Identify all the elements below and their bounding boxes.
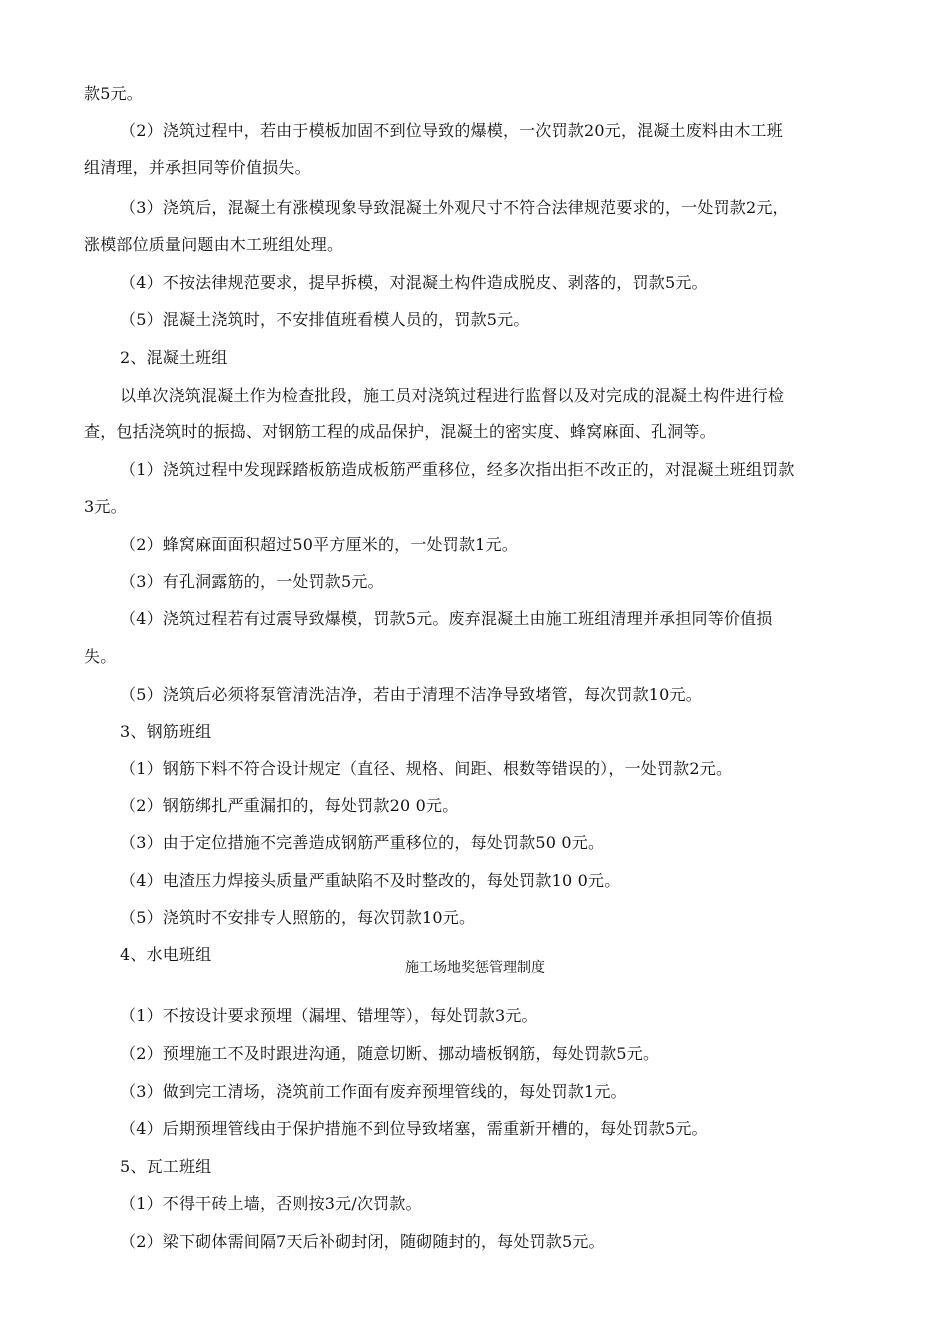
text-line: 查，包括浇筑时的振捣、对钢筋工程的成品保护，混凝土的密实度、蜂窝麻面、孔洞等。 <box>84 422 716 441</box>
text-line: 组清理，并承担同等价值损失。 <box>84 158 311 177</box>
section-heading: 3、钢筋班组 <box>120 722 212 741</box>
text-line: （3）由于定位措施不完善造成钢筋严重移位的，每处罚款50 0元。 <box>120 833 605 852</box>
text-line: 以单次浇筑混凝土作为检查批段，施工员对浇筑过程进行监督以及对完成的混凝土构件进行检 <box>120 386 785 405</box>
text-line: （3）浇筑后，混凝土有涨模现象导致混凝土外观尺寸不符合法律规范要求的，一处罚款2元， <box>120 198 789 217</box>
text-line: （1）不按设计要求预埋（漏埋、错埋等），每处罚款3元。 <box>120 1006 538 1025</box>
text-line: （2）蜂窝麻面面积超过50平方厘米的，一处罚款1元。 <box>120 535 518 554</box>
text-line: （4）不按法律规范要求，提早拆模，对混凝土构件造成脱皮、剥落的，罚款5元。 <box>120 273 708 292</box>
text-line: （1）不得干砖上墙，否则按3元/次罚款。 <box>120 1194 422 1213</box>
text-line: （4）后期预埋管线由于保护措施不到位导致堵塞，需重新开槽的，每处罚款5元。 <box>120 1119 708 1138</box>
text-line: 款5元。 <box>84 84 143 103</box>
section-heading: 2、混凝土班组 <box>120 348 228 367</box>
text-line: （2）钢筋绑扎严重漏扣的，每处罚款20 0元。 <box>120 796 459 815</box>
text-line: （2）预埋施工不及时跟进沟通，随意切断、挪动墙板钢筋，每处罚款5元。 <box>120 1044 660 1063</box>
text-line: （4）电渣压力焊接头质量严重缺陷不及时整改的，每处罚款10 0元。 <box>120 871 621 890</box>
text-line: （1）浇筑过程中发现踩踏板筋造成板筋严重移位，经多次指出拒不改正的，对混凝土班组罚款 <box>120 460 795 479</box>
text-line: （5）浇筑后必须将泵管清洗洁净，若由于清理不洁净导致堵管，每次罚款10元。 <box>120 685 702 704</box>
text-line: 失。 <box>84 647 117 666</box>
section-heading: 4、水电班组 <box>120 945 212 964</box>
section-heading: 5、瓦工班组 <box>120 1157 212 1176</box>
text-line: （3）有孔洞露筋的，一处罚款5元。 <box>120 572 384 591</box>
text-line: （1）钢筋下料不符合设计规定（直径、规格、间距、根数等错误的），一处罚款2元。 <box>120 759 733 778</box>
text-line: （2）梁下砌体需间隔7天后补砌封闭，随砌随封的，每处罚款5元。 <box>120 1232 605 1251</box>
text-line: （3）做到完工清场，浇筑前工作面有废弃预埋管线的，每处罚款1元。 <box>120 1082 627 1101</box>
page-footer: 施工场地奖惩管理制度 <box>405 960 545 976</box>
text-line: 涨模部位质量问题由木工班组处理。 <box>84 235 344 254</box>
text-line: 3元。 <box>84 497 127 516</box>
text-line: （4）浇筑过程若有过震导致爆模，罚款5元。废弃混凝土由施工班组清理并承担同等价值损 <box>120 609 773 628</box>
text-line: （2）浇筑过程中，若由于模板加固不到位导致的爆模，一次罚款20元，混凝土废料由木工班 <box>120 121 783 140</box>
text-line: （5）混凝土浇筑时，不安排值班看模人员的，罚款5元。 <box>120 310 530 329</box>
text-line: （5）浇筑时不安排专人照筋的，每次罚款10元。 <box>120 908 476 927</box>
